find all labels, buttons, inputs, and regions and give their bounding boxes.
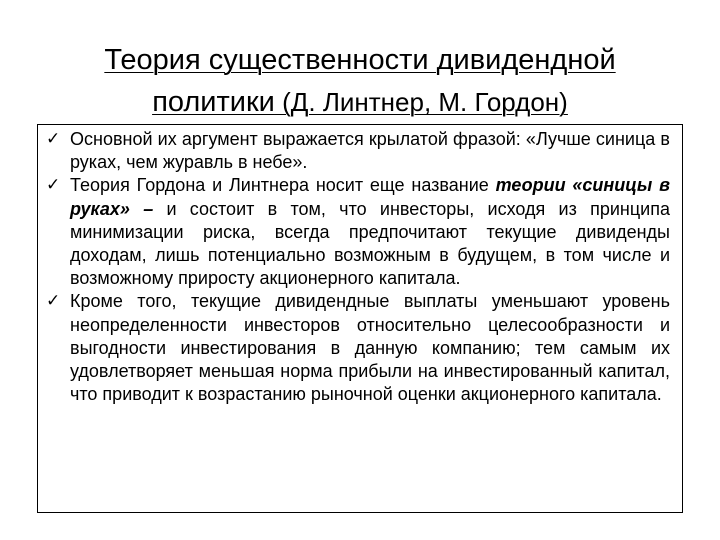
check-icon: ✓ xyxy=(46,129,61,149)
bullet-list xyxy=(46,128,670,406)
title-authors: (Д. Линтнер, М. Гордон) xyxy=(274,87,568,118)
bullet-item-argument xyxy=(46,128,670,174)
title-line-1: Теория существенности дивидендной xyxy=(104,44,616,77)
content-box xyxy=(37,124,683,513)
check-icon: ✓ xyxy=(46,175,61,196)
bullet-text-bird-in-hand-post: и состоит в том, что инвесторы, исходя из принципа минимизации риска, всегда предпочитают текущие дивиденды доходам, лишь потенциально возможным в будущем, в том числе и возможному приросту акционерного капитала. xyxy=(70,198,670,289)
bullet-text-uncertainty: Кроме того, текущие дивидендные выплаты уменьшают уровень неопределенности инвесторов относительно целесообразности и выгодности инвестирования в данную компанию; тем самым их удовлетворяет меньшая норма прибыли на инвестированный капитал, что приводит к возрастанию рыночной оценки акционерного капитала. xyxy=(70,291,670,405)
bullet-item-uncertainty xyxy=(46,290,670,406)
bullet-text-argument: Основной их аргумент выражается крылатой фразой: «Лучше синица в руках, чем журавль в небе». xyxy=(70,129,670,173)
title-line-2 xyxy=(152,86,568,118)
check-icon: ✓ xyxy=(46,291,61,312)
bullet-text-bird-in-hand-pre: Теория Гордона и Линтнера носит еще название xyxy=(70,175,496,196)
bullet-text-bird-in-hand-emphasis: теории «синицы в руках» – xyxy=(70,175,670,219)
slide-title xyxy=(40,39,680,123)
title-line-2-main: политики xyxy=(152,86,275,119)
bullet-item-bird-in-hand xyxy=(46,174,670,290)
